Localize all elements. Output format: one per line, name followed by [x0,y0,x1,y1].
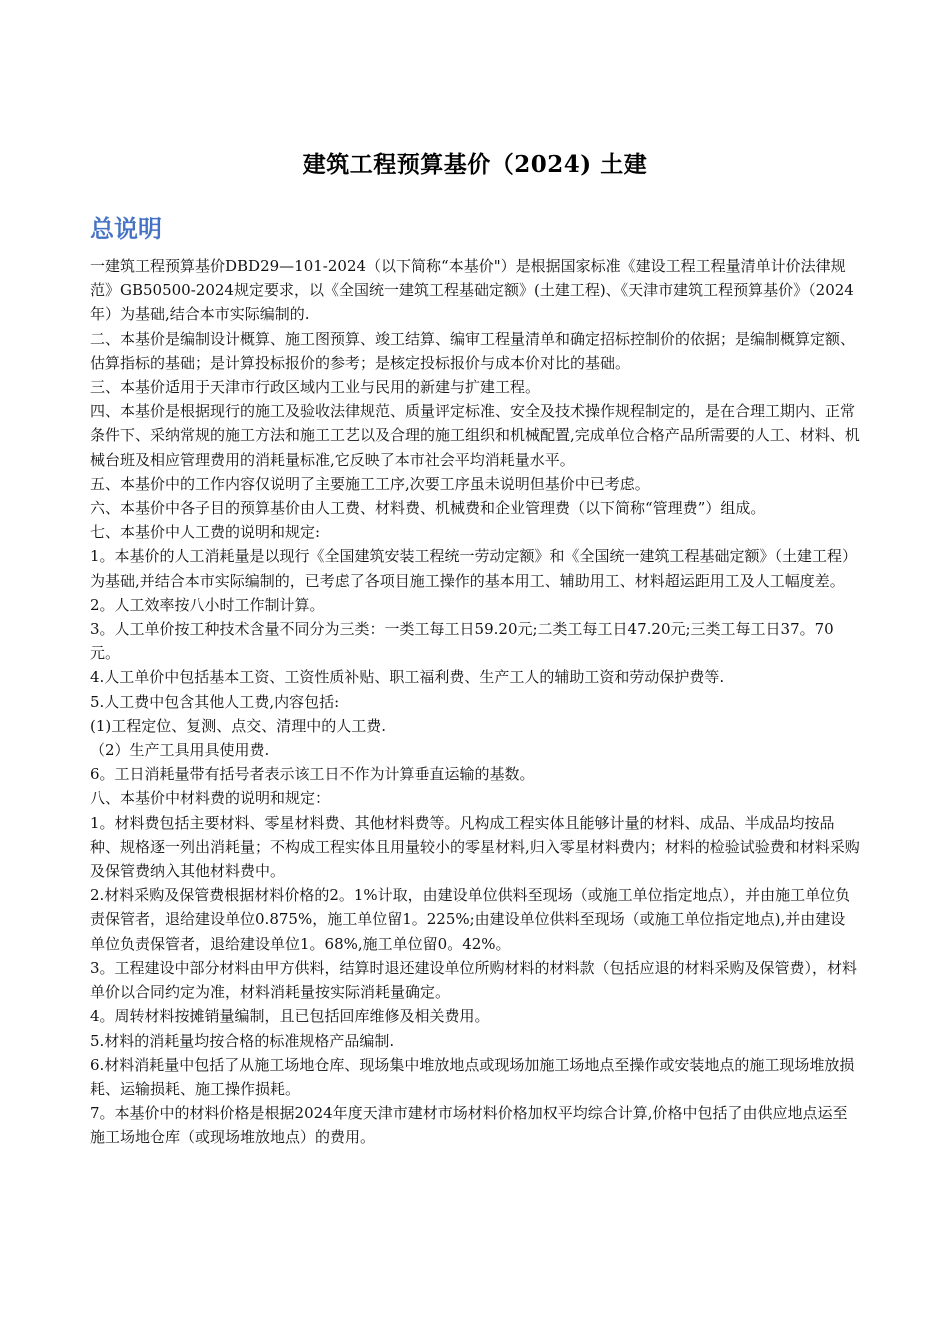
paragraph: 五、本基价中的工作内容仅说明了主要施工工序,次要工序虽未说明但基价中已考虑。 [90,474,650,493]
paragraph: 7。本基价中的材料价格是根据2024年度天津市建材市场材料价格加权平均综合计算,价格中包括了由供应地点运至施工场地仓库（或现场堆放地点）的费用。 [90,1104,848,1147]
paragraph: 一建筑工程预算基价DBD29—101-2024（以下简称“本基价"）是根据国家标准《建设工程工程量清单计价法律规范》GB50500-2024规定要求，以《全国统一建筑工程基础定额》(土建工程)、《天津市建筑工程预算基价》（2024年）为基础,结合本市实际编制的. [90,257,854,324]
section-heading: 总说明 [90,215,162,243]
paragraph: 2。人工效率按八小时工作制计算。 [90,595,325,614]
document-body [90,254,860,1150]
paragraph: 八、本基价中材料费的说明和规定： [90,789,331,808]
paragraph: 1。本基价的人工消耗量是以现行《全国建筑安装工程统一劳动定额》和《全国统一建筑工程基础定额》（土建工程）为基础,并结合本市实际编制的，已考虑了各项目施工操作的基本用工、辅助用工、材料超运距用工及人工幅度差。 [90,547,858,590]
paragraph: 5.材料的消耗量均按合格的标准规格产品编制. [90,1031,395,1050]
paragraph: 4。周转材料按摊销量编制，且已包括回库维修及相关费用。 [90,1007,490,1026]
paragraph: 4.人工单价中包括基本工资、工资性质补贴、职工福利费、生产工人的辅助工资和劳动保护费等. [90,668,725,687]
paragraph: 四、本基价是根据现行的施工及验收法律规范、质量评定标准、安全及技术操作规程制定的，是在合理工期内、正常条件下、采纳常规的施工方法和施工工艺以及合理的施工组织和机械配置,完成单位合格产品所需要的人工、材料、机械台班及相应管理费用的消耗量标准,它反映了本市社会平均消耗量水平。 [90,402,860,469]
paragraph: （2）生产工具用具使用费. [90,741,270,760]
paragraph: 6。工日消耗量带有括号者表示该工日不作为计算垂直运输的基数。 [90,765,535,784]
paragraph: 1。材料费包括主要材料、零星材料费、其他材料费等。凡构成工程实体且能够计量的材料、成品、半成品均按品种、规格逐一列出消耗量；不构成工程实体且用量较小的零星材料,归入零星材料费内；材料的检验试验费和材料采购及保管费纳入其他材料费中。 [90,813,860,881]
paragraph: (1)工程定位、复测、点交、清理中的人工费. [90,716,387,735]
paragraph: 6.材料消耗量中包括了从施工场地仓库、现场集中堆放地点或现场加施工场地点至操作或安装地点的施工现场堆放损耗、运输损耗、施工操作损耗。 [90,1055,855,1098]
paragraph: 三、本基价适用于天津市行政区域内工业与民用的新建与扩建工程。 [90,378,541,397]
document-title: 建筑工程预算基价（2024) 土建 [302,151,648,178]
paragraph: 七、本基价中人工费的说明和规定: [90,523,321,542]
paragraph: 5.人工费中包含其他人工费,内容包括: [90,692,340,711]
paragraph: 3。人工单价按工种技术含量不同分为三类：一类工每工日59.20元;二类工每工日47.20元;三类工每工日37。70元。 [90,620,834,663]
paragraph: 2.材料采购及保管费根据材料价格的2。1%计取，由建设单位供料至现场（或施工单位指定地点），并由施工单位负责保管者，退给建设单位0.875%，施工单位留1。225%;由建设单位供料至现场（或施工单位指定地点),并由建设单位负责保管者，退给建设单位1。68%,施工单位留0。42%。 [90,886,851,953]
paragraph: 二、本基价是编制设计概算、施工图预算、竣工结算、编审工程量清单和确定招标控制价的依据；是编制概算定额、估算指标的基础；是计算投标报价的参考；是核定投标报价与成本价对比的基础。 [90,329,856,372]
paragraph: 3。工程建设中部分材料由甲方供料，结算时退还建设单位所购材料的材料款（包括应退的材料采购及保管费），材料单价以合同约定为准，材料消耗量按实际消耗量确定。 [90,958,858,1002]
paragraph: 六、本基价中各子目的预算基价由人工费、材料费、机械费和企业管理费（以下简称“管理费”）组成。 [90,499,766,518]
